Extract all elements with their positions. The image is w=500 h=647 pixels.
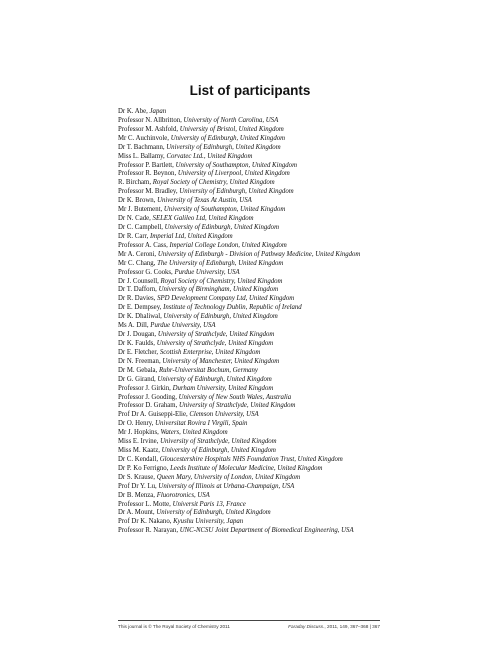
participant-affiliation: Waters, United Kingdom — [160, 429, 228, 437]
participant-affiliation: University of Edinburgh, United Kingdom — [164, 223, 279, 231]
participant-entry — [118, 349, 380, 358]
participant-entry — [118, 501, 380, 510]
footer-rule — [118, 620, 380, 621]
participant-entry — [118, 438, 380, 447]
participant-name: Dr A. Mount, — [118, 509, 157, 517]
participant-entry — [118, 251, 380, 260]
participant-entry — [118, 144, 380, 153]
participant-affiliation: University of Southampton, United Kingdom — [175, 161, 297, 169]
participant-name: Professor P. Bartlett, — [118, 161, 176, 169]
participant-affiliation: The University of Edinburgh, United Kingdom — [157, 259, 284, 267]
participant-affiliation: University of Liverpool, United Kingdom — [177, 170, 290, 178]
participant-name: Professor J. Girkin, — [118, 384, 173, 392]
participant-affiliation: Imperial Ltd, United Kingdom — [150, 232, 233, 240]
participant-name: Dr K. Faulds, — [118, 339, 157, 347]
participant-entry — [118, 518, 380, 527]
participant-affiliation: University of Illinois at Urbana-Champaign, USA — [158, 482, 295, 490]
participant-entry — [118, 313, 380, 322]
participant-affiliation: Leeds Institute of Molecular Medicine, United Kingdom — [170, 464, 323, 472]
participant-entry — [118, 402, 380, 411]
participant-entry — [118, 509, 380, 518]
participant-entry — [118, 331, 380, 340]
participant-entry — [118, 197, 380, 206]
participant-name: Dr P. Ko Ferrigno, — [118, 464, 171, 472]
participant-affiliation: University of Edinburgh, United Kingdom — [166, 143, 281, 151]
participant-entry — [118, 385, 380, 394]
participant-affiliation: Queen Mary, University of London, United Kingdom — [156, 473, 301, 481]
participant-entry — [118, 367, 380, 376]
participant-entry — [118, 340, 380, 349]
participant-entry — [118, 295, 380, 304]
participant-name: Professor G. Cooks, — [118, 268, 175, 276]
participant-entry — [118, 179, 380, 188]
participant-name: Dr G. Girand, — [118, 375, 158, 383]
participant-name: Professor R. Beynon, — [118, 170, 178, 178]
participant-name: Dr O. Henry, — [118, 420, 156, 428]
participant-affiliation: Royal Society of Chemistry, United Kingdom — [160, 277, 283, 285]
participant-name: Professor M. Bradley, — [118, 188, 180, 196]
participant-name: Dr M. Gebala, — [118, 366, 159, 374]
participant-entry — [118, 322, 380, 331]
participant-entry — [118, 117, 380, 126]
participant-entry — [118, 483, 380, 492]
participant-name: Dr K. Brown, — [118, 197, 158, 205]
participant-name: Miss L. Ballamy, — [118, 152, 167, 160]
participant-entry — [118, 135, 380, 144]
participant-entry — [118, 447, 380, 456]
participant-entry — [118, 126, 380, 135]
participant-entry — [118, 420, 380, 429]
participant-affiliation: Japan — [149, 108, 167, 115]
participant-affiliation: University of Edinburgh, United Kingdom — [161, 447, 276, 455]
participant-entry — [118, 162, 380, 171]
participant-entry — [118, 474, 380, 483]
copyright-notice: This journal is © The Royal Society of Chemistry 2011 — [118, 624, 230, 629]
participant-entry — [118, 206, 380, 215]
participant-name: Dr J. Dougan, — [118, 331, 158, 339]
participant-affiliation: University of New South Wales, Australia — [178, 393, 292, 401]
participant-affiliation: Kyushu University, Japan — [173, 518, 244, 526]
participant-name: Dr S. Krause, — [118, 473, 157, 481]
participant-affiliation: Purdue University, USA — [174, 268, 240, 276]
participant-entry — [118, 358, 380, 367]
participant-entry — [118, 286, 380, 295]
participant-entry — [118, 269, 380, 278]
participant-name: Dr N. Cade, — [118, 215, 153, 223]
participant-name: Mr C. Auchinvole, — [118, 134, 171, 142]
participant-affiliation: Institute of Technology Dublin, Republic of Ireland — [163, 304, 302, 312]
page-footer — [118, 624, 380, 629]
participant-affiliation: University of Strathclyde, United Kingdom — [178, 402, 296, 410]
page-title: List of participants — [189, 83, 311, 99]
participant-affiliation: Fluorotronics, USA — [156, 491, 210, 499]
participant-name: Professor M. Ashfold, — [118, 125, 180, 133]
participant-entry — [118, 527, 380, 536]
participant-entry — [118, 170, 380, 179]
participant-affiliation: Universit Paris 13, France — [172, 500, 246, 508]
participant-name: Prof Dr Y. Lu, — [118, 482, 159, 490]
participant-affiliation: SPD Development Company Ltd, United Kingdom — [157, 295, 295, 303]
participant-name: R. Bircham, — [118, 179, 153, 187]
participant-affiliation: Ruhr-Universitat Bochum, Germany — [158, 366, 258, 374]
participant-affiliation: Royal Society of Chemistry, United Kingdom — [152, 179, 275, 187]
participant-name: Miss E. Irvine, — [118, 438, 161, 446]
participant-entry — [118, 242, 380, 251]
participant-entry — [118, 394, 380, 403]
participant-name: Professor L. Motte, — [118, 500, 173, 508]
participant-name: Prof Dr K. Nakano, — [118, 518, 174, 526]
participant-name: Dr R. Carr, — [118, 232, 151, 240]
participant-name: Ms A. Dill, — [118, 322, 151, 330]
participant-entry — [118, 188, 380, 197]
participant-affiliation: Imperial College London, United Kingdom — [169, 241, 287, 249]
participant-name: Dr N. Freeman, — [118, 357, 163, 365]
participant-affiliation: Gloucestershire Hospitals NHS Foundation Trust, United Kingdom — [159, 455, 343, 463]
participant-affiliation: University of Strathclyde, United Kingdom — [160, 438, 277, 446]
participant-list — [118, 108, 380, 536]
participant-name: Dr R. Davies, — [118, 295, 158, 303]
participant-affiliation: University of Strathclyde, United Kingdom — [156, 339, 274, 347]
participant-affiliation: University of Edinburgh, United Kingdom — [179, 188, 294, 196]
participant-name: Mr J. Hopkins, — [118, 429, 161, 437]
participant-name: Dr C. Campbell, — [118, 223, 165, 231]
participant-name: Professor A. Cass, — [118, 241, 170, 249]
journal-name: Faraday Discuss. — [288, 624, 325, 629]
participant-affiliation: University of Edinburgh, United Kingdom — [157, 375, 272, 383]
participant-name: Dr J. Counsell, — [118, 277, 161, 285]
participant-name: Professor J. Gooding, — [118, 393, 179, 401]
participant-name: Dr E. Dempsey, — [118, 304, 164, 312]
participant-affiliation: SELEX Galileo Ltd, United Kingdom — [152, 215, 254, 223]
participant-affiliation: University of Edinburgh, United Kingdom — [163, 313, 278, 321]
participant-entry — [118, 304, 380, 313]
participant-affiliation: Corvatec Ltd., United Kingdom — [166, 152, 253, 160]
participant-name: Professor D. Graham, — [118, 402, 179, 410]
participant-name: Dr T. Dafforn, — [118, 286, 159, 294]
participant-affiliation: Clemson University, USA — [189, 411, 259, 419]
participant-entry — [118, 278, 380, 287]
participant-entry — [118, 224, 380, 233]
participant-entry — [118, 376, 380, 385]
participant-affiliation: Durham University, United Kingdom — [172, 384, 274, 392]
participant-name: Miss M. Kaatz, — [118, 447, 162, 455]
participant-affiliation: University of Birmingham, United Kingdom — [158, 286, 279, 294]
participant-affiliation: University of Strathclyde, United Kingdom — [157, 331, 275, 339]
participant-affiliation: University of North Carolina, USA — [183, 116, 279, 124]
participant-affiliation: University of Edinburgh, United Kingdom — [156, 509, 271, 517]
participant-affiliation: University of Edinburgh, United Kingdom — [170, 134, 286, 142]
participant-name: Dr K. Abe, — [118, 108, 150, 115]
participant-affiliation: University of Southampton, United Kingdom — [163, 206, 286, 214]
participant-affiliation: UNC-NCSU Joint Department of Biomedical Engineering, USA — [179, 527, 354, 535]
participant-name: Professor R. Narayan, — [118, 527, 180, 535]
participant-affiliation: Purdue University, USA — [150, 322, 216, 330]
participant-entry — [118, 411, 380, 420]
participant-entry — [118, 153, 380, 162]
participant-name: Mr C. Chang, — [118, 259, 158, 267]
participant-affiliation: University of Edinburgh - Division of Pathway Medicine, United Kingdom — [157, 250, 361, 258]
participant-entry — [118, 465, 380, 474]
participant-affiliation: University of Bristol, United Kingdom — [179, 125, 284, 133]
citation-details: , 2011, 149, 367–368 | 367 — [324, 624, 380, 629]
citation — [288, 624, 380, 629]
participant-name: Mr J. Butement, — [118, 206, 164, 214]
participant-name: Prof Dr A. Guiseppi-Elie, — [118, 411, 190, 419]
participant-entry — [118, 215, 380, 224]
participant-affiliation: University of Manchester, United Kingdom — [162, 357, 280, 365]
participant-name: Dr B. Menza, — [118, 491, 157, 499]
participant-entry — [118, 233, 380, 242]
participant-entry — [118, 456, 380, 465]
participant-name: Professor N. Allbritton, — [118, 116, 184, 124]
participant-entry — [118, 492, 380, 501]
participant-name: Dr T. Bachmann, — [118, 143, 167, 151]
participant-affiliation: University of Texas At Austin, USA — [157, 197, 252, 205]
participant-entry — [118, 108, 380, 117]
participant-name: Dr E. Fletcher, — [118, 348, 160, 356]
participant-affiliation: Universitat Rovira I Virgili, Spain — [155, 420, 248, 428]
participant-name: Dr C. Kendall, — [118, 455, 160, 463]
participant-name: Mr A. Ceroni, — [118, 250, 158, 258]
participant-name: Dr K. Dhaliwal, — [118, 313, 164, 321]
participant-entry — [118, 260, 380, 269]
participant-entry — [118, 429, 380, 438]
participant-affiliation: Scottish Enterprise, United Kingdom — [159, 348, 261, 356]
